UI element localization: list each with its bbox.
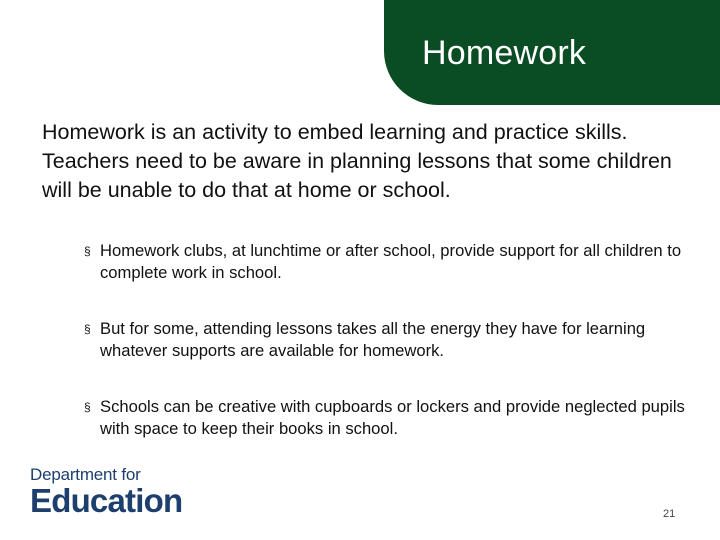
bullet-list bbox=[84, 240, 694, 474]
slide-title: Homework bbox=[422, 34, 587, 72]
department-for-education-logo bbox=[30, 466, 200, 518]
bullet-marker: § bbox=[84, 322, 91, 336]
bullet-text: Schools can be creative with cupboards or lockers and provide neglected pupils with space to keep their books in school. bbox=[100, 397, 685, 438]
bullet-marker: § bbox=[84, 244, 91, 258]
bullet-text: Homework clubs, at lunchtime or after school, provide support for all children to complete work in school. bbox=[100, 241, 682, 282]
logo-line-1: Department for bbox=[30, 465, 141, 484]
bullet-text: But for some, attending lessons takes all the energy they have for learning whatever supports are available for homework. bbox=[100, 319, 646, 360]
bullet-item bbox=[84, 240, 694, 284]
title-banner bbox=[384, 0, 720, 105]
bullet-item bbox=[84, 396, 694, 440]
logo-line-2: Education bbox=[30, 482, 183, 519]
bullet-marker: § bbox=[84, 400, 91, 414]
page-number: 21 bbox=[663, 508, 676, 520]
intro-paragraph: Homework is an activity to embed learning and practice skills. Teachers need to be aware in planning lessons that some children will be unable to do that at home or school. bbox=[42, 120, 672, 202]
bullet-item bbox=[84, 318, 694, 362]
